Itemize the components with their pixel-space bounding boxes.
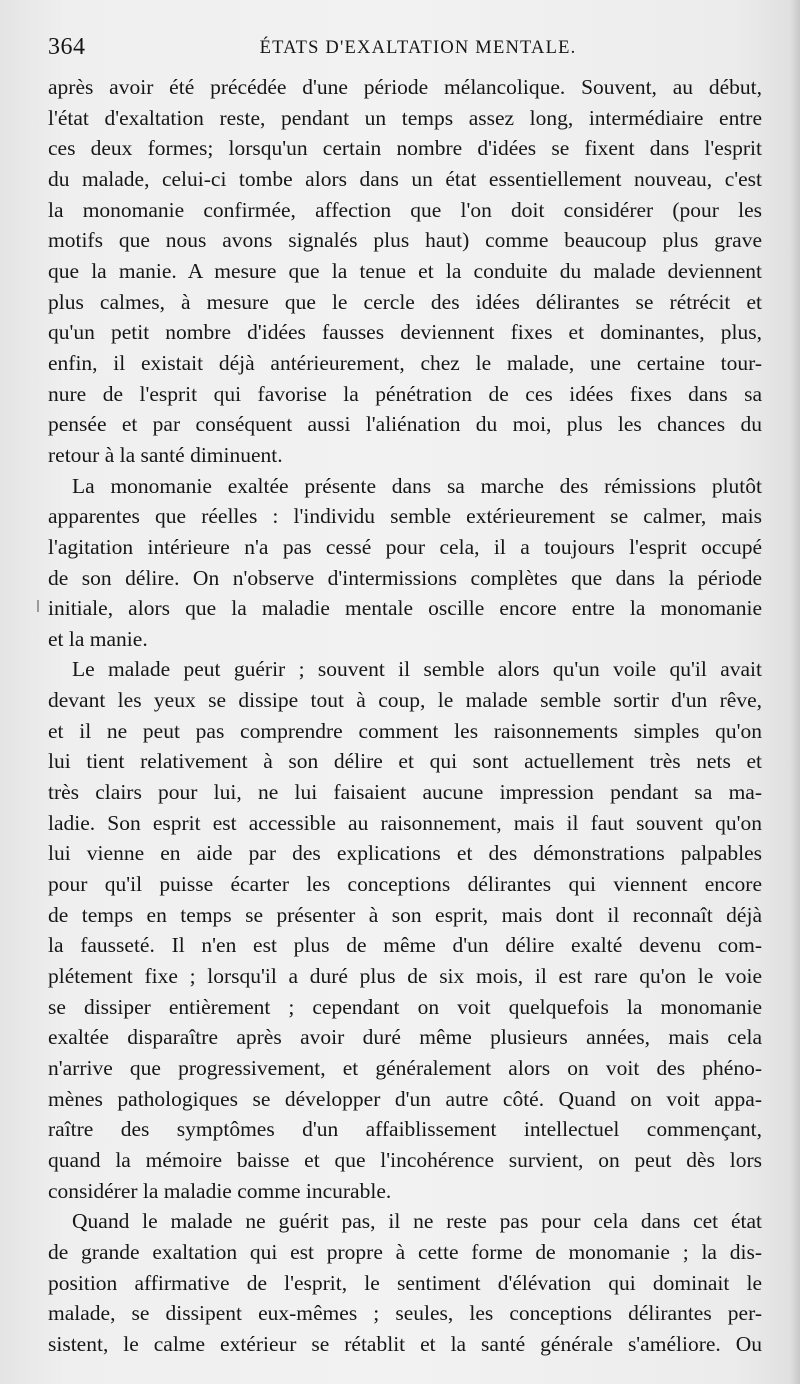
text-line: devant les yeux se dissipe tout à coup, le malade semble sortir d'un rêve, [48,688,762,713]
body-text [48,72,762,1378]
paragraph-first-line: Quand le malade ne guérit pas, il ne reste pas pour cela dans cet état [72,1209,762,1234]
page-header [48,32,760,66]
text-line: pensée et par conséquent aussi l'aliénation du moi, plus les chances du [48,412,762,437]
text-line: plétement fixe ; lorsqu'il a duré plus de six mois, il est rare qu'on le voie [48,964,762,989]
text-line: retour à la santé diminuent. [48,442,283,467]
text-line: initiale, alors que la maladie mentale oscille encore entre la monomanie [48,596,762,621]
paragraph-first-line: Le malade peut guérir ; souvent il semble alors qu'un voile qu'il avait [72,657,762,682]
text-line: quand la mémoire baisse et que l'incohérence survient, on peut dès lors [48,1147,762,1172]
text-line: raître des symptômes d'un affaiblissement intellectuel commençant, [48,1117,762,1142]
text-line: plus calmes, à mesure que le cercle des idées délirantes se rétrécit et [48,289,762,314]
text-line: malade, se dissipent eux-mêmes ; seules, les conceptions délirantes per- [48,1301,762,1326]
text-line: motifs que nous avons signalés plus haut) comme beaucoup plus grave [48,228,762,253]
text-line: exaltée disparaître après avoir duré même plusieurs années, mais cela [48,1025,762,1050]
text-line: mènes pathologiques se développer d'un autre côté. Quand on voit appa- [48,1086,762,1111]
text-line: que la manie. A mesure que la tenue et la conduite du malade deviennent [48,258,762,283]
text-line: position affirmative de l'esprit, le sentiment d'élévation qui dominait le [48,1270,762,1295]
text-line: ladie. Son esprit est accessible au raisonnement, mais il faut souvent qu'on [48,810,762,835]
text-line: de son délire. On n'observe d'intermissions complètes que dans la période [48,565,762,590]
text-line: qu'un petit nombre d'idées fausses deviennent fixes et dominantes, plus, [48,320,762,345]
text-line: lui vienne en aide par des explications et des démonstrations palpables [48,841,762,866]
text-line: l'agitation intérieure n'a pas cessé pour cela, il a toujours l'esprit occupé [48,534,762,559]
text-line: considérer la maladie comme incurable. [48,1178,392,1203]
text-line: la fausseté. Il n'en est plus de même d'un délire exalté devenu com- [48,933,762,958]
page-edge-shadow [790,0,800,1384]
text-line: ces deux formes; lorsqu'un certain nombre d'idées se fixent dans l'esprit [48,136,762,161]
text-line: après avoir été précédée d'une période mélancolique. Souvent, au début, [48,75,762,99]
text-line: et il ne peut pas comprendre comment les raisonnements simples qu'on [48,718,762,743]
text-line: la monomanie confirmée, affection que l'on doit considérer (pour les [48,197,762,222]
text-line: l'état d'exaltation reste, pendant un temps assez long, intermédiaire entre [48,105,762,130]
text-line: nure de l'esprit qui favorise la pénétration de ces idées fixes dans sa [48,381,762,406]
margin-mark [37,600,39,612]
text-line: très clairs pour lui, ne lui faisaient aucune impression pendant sa ma- [48,780,762,805]
text-line: se dissiper entièrement ; cependant on voit quelquefois la monomanie [48,994,762,1019]
text-line: pour qu'il puisse écarter les conceptions délirantes qui viennent encore [48,872,762,897]
text-line: enfin, il existait déjà antérieurement, chez le malade, une certaine tour- [48,350,762,375]
text-line: du malade, celui-ci tombe alors dans un état essentiellement nouveau, c'est [48,166,762,191]
paragraph-first-line: La monomanie exaltée présente dans sa marche des rémissions plutôt [72,473,762,498]
running-title: ÉTATS D'EXALTATION MENTALE. [259,38,577,58]
text-line: de temps en temps se présenter à son esprit, mais dont il reconnaît déjà [48,902,762,927]
text-line: n'arrive que progressivement, et généralement alors on voit des phéno- [48,1056,762,1080]
text-line: et la manie. [48,626,148,651]
text-line: sistent, le calme extérieur se rétablit et la santé générale s'améliore. Ou [48,1331,762,1356]
text-line: de grande exaltation qui est propre à cette forme de monomanie ; la dis- [48,1239,762,1264]
page-number: 364 [48,34,86,60]
text-line: lui tient relativement à son délire et qui sont actuellement très nets et [48,749,762,774]
text-line: apparentes que réelles : l'individu semble extérieurement se calmer, mais [48,504,762,529]
